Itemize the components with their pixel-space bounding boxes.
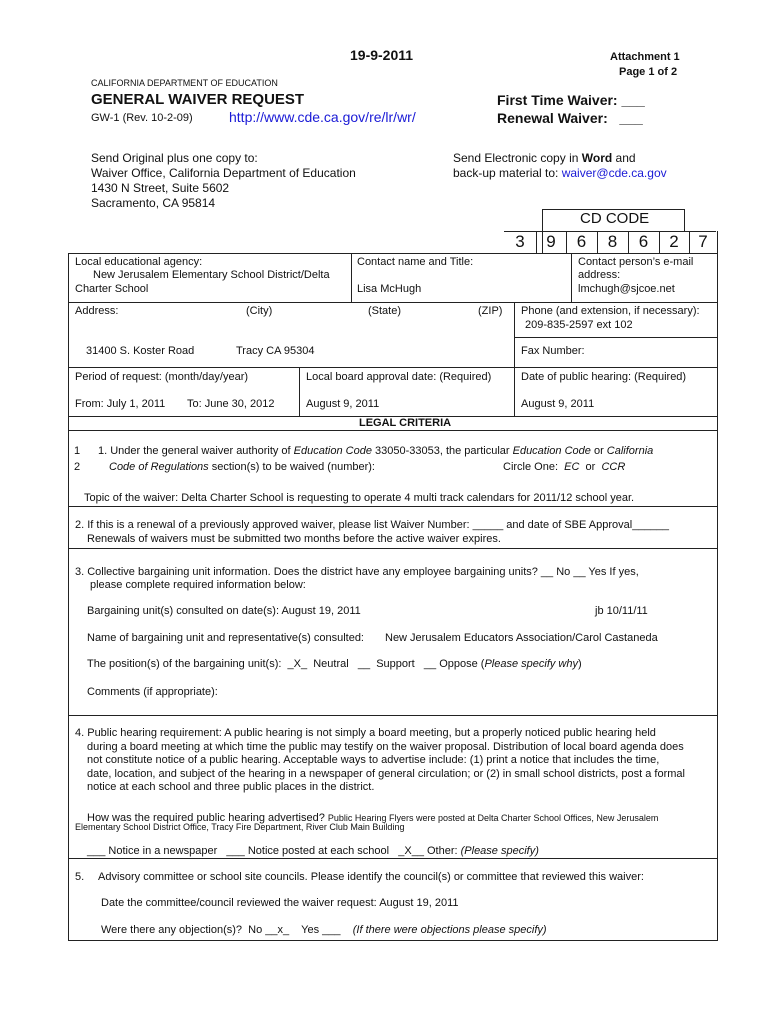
position-text: The position(s) of the bargaining unit(s): _X_ Neutral __ Support __ Oppose ( (87, 658, 485, 670)
advisory-line: Advisory committee or school site councils. Please identify the council(s) or committee that reviewed this waiver: (98, 871, 644, 883)
renewal-waiver: Renewal Waiver: ___ (497, 110, 643, 126)
fax-label: Fax Number: (521, 345, 585, 357)
phone-label: Phone (and extension, if necessary): (521, 305, 700, 317)
review-date: Date the committee/council reviewed the waiver request: August 19, 2011 (101, 897, 459, 909)
or-text: or (579, 461, 602, 473)
lea-label: Local educational agency: (75, 256, 203, 268)
cd-code-divider (536, 231, 537, 253)
legal-text: Education Code (293, 445, 372, 457)
hearing-line-2: during a board meeting at which time the public may testify on the waiver proposal. Distribution of local board agenda does (87, 741, 684, 753)
state-label: (State) (368, 305, 402, 317)
send-electronic-suffix: and (612, 151, 636, 165)
form-id: GW-1 (Rev. 10-2-09) (91, 112, 193, 124)
backup-line (453, 166, 667, 180)
send-original-line: Send Original plus one copy to: (91, 151, 258, 165)
cd-code-divider (597, 231, 598, 253)
cd-code-digit: 9 (546, 232, 556, 251)
form-title: GENERAL WAIVER REQUEST (91, 91, 305, 108)
period-from: From: July 1, 2011 (75, 398, 166, 410)
legal-text: California (606, 445, 654, 457)
circle-one-label: Circle One: (503, 461, 565, 473)
comments-label: Comments (if appropriate): (87, 686, 218, 698)
send-electronic-line (453, 151, 636, 165)
cd-code-divider (659, 231, 660, 253)
phone-value: 209-835-2597 ext 102 (525, 319, 633, 331)
legal-num-1: 1 (74, 445, 81, 457)
contact-label: Contact name and Title: (357, 256, 474, 268)
legal-text: section(s) to be waived (number): (208, 461, 375, 473)
bargaining-line-2: please complete required information below: (90, 579, 306, 591)
period-to: To: June 30, 2012 (187, 398, 275, 410)
ccr-option[interactable]: CCR (601, 461, 626, 473)
advisory-num: 5. (75, 871, 85, 883)
hearing-line-4: date, location, and subject of the hearing in a newspaper of general circulation; or (2) in small school districts, post a formal (87, 768, 685, 780)
document-date: 19-9-2011 (350, 47, 414, 63)
email-label-2: address: (578, 269, 621, 281)
attachment-label: Attachment 1 (610, 51, 680, 63)
legal-item-1 (98, 445, 653, 457)
backup-prefix: back-up material to: (453, 166, 562, 180)
hearing-line-3: not constitute notice of a public hearing. Acceptable ways to advertise include: (1) print a notice that includes the time, (87, 754, 660, 766)
cd-code-digit: 2 (669, 232, 679, 251)
cd-code-digit: 7 (698, 232, 708, 251)
city-label: (City) (246, 305, 273, 317)
contact-email: lmchugh@sjcoe.net (578, 283, 675, 295)
renewal-line-2: Renewals of waivers must be submitted two months before the active waiver expires. (87, 533, 501, 545)
legal-text: or (590, 445, 607, 457)
lea-name-line2: Charter School (75, 283, 149, 295)
notice-text: (Please specify) (460, 845, 539, 857)
cd-code-divider (689, 231, 690, 253)
waiver-website-link[interactable]: http://www.cde.ca.gov/re/lr/wr/ (229, 109, 416, 125)
initials-date: jb 10/11/11 (595, 605, 648, 617)
page-number: Page 1 of 2 (619, 66, 678, 78)
send-original-line: 1430 N Street, Suite 5602 (91, 181, 230, 195)
cd-code-digit: 3 (515, 232, 525, 251)
objections-text: (If there were objections please specify) (352, 924, 547, 936)
bargaining-line-1: 3. Collective bargaining unit information. Does the district have any employee bargaining units? __ No __ Yes If yes, (75, 566, 639, 578)
legal-num-2: 2 (74, 461, 81, 473)
zip-label: (ZIP) (478, 305, 503, 317)
send-electronic-prefix: Send Electronic copy in (453, 151, 582, 165)
period-label: Period of request: (month/day/year) (75, 371, 249, 383)
city-state-zip: Tracy CA 95304 (236, 345, 315, 357)
send-original-line: Sacramento, CA 95814 (91, 196, 216, 210)
send-original-line: Waiver Office, California Department of Education (91, 166, 356, 180)
position-text: Please specify why (484, 658, 578, 670)
bargaining-name-value: New Jerusalem Educators Association/Carol Castaneda (385, 632, 658, 644)
board-approval-date: August 9, 2011 (306, 398, 380, 410)
department-name: CALIFORNIA DEPARTMENT OF EDUCATION (91, 78, 278, 88)
objections-text: Were there any objection(s)? No __x_ Yes ___ (101, 924, 353, 936)
objections (101, 924, 547, 936)
notice-options (87, 845, 539, 857)
cd-code-digit: 8 (607, 232, 618, 251)
renewal-line-1: 2. If this is a renewal of a previously approved waiver, please list Waiver Number: _____ and date of SBE Approval______ (75, 519, 669, 531)
cd-code-divider (628, 231, 629, 253)
hearing-date-label: Date of public hearing: (Required) (521, 371, 687, 383)
waiver-topic: Topic of the waiver: Delta Charter School is requesting to operate 4 multi track calendars for 2011/12 school year. (84, 492, 635, 504)
legal-text: Code of Regulations (109, 461, 209, 473)
hearing-line-5: notice at each school and three public places in the district. (87, 781, 375, 793)
bargaining-consulted: Bargaining unit(s) consulted on date(s): August 19, 2011 (87, 605, 361, 617)
first-time-waiver: First Time Waiver: ___ (497, 92, 645, 108)
legal-text: 33050-33053, the particular (371, 445, 513, 457)
legal-criteria-heading: LEGAL CRITERIA (359, 417, 452, 429)
legal-item-1-cont (109, 461, 375, 473)
legal-text: Education Code (512, 445, 591, 457)
circle-one (503, 461, 625, 473)
contact-name: Lisa McHugh (357, 283, 422, 295)
cd-code-label: CD CODE (580, 210, 650, 227)
cd-code-digit: 6 (638, 232, 649, 251)
waiver-email-link[interactable]: waiver@cde.ca.gov (561, 166, 667, 180)
legal-text: 1. Under the general waiver authority of (98, 445, 294, 457)
cd-code-digit: 6 (576, 232, 587, 251)
hearing-line-1: 4. Public hearing requirement: A public hearing is not simply a board meeting, but a properly noticed public hearing held (75, 727, 656, 739)
hearing-answer: Public Hearing Flyers were posted at Delta Charter School Offices, New Jerusalem (327, 813, 659, 823)
notice-text: ___ Notice in a newspaper ___ Notice posted at each school _X__ Other: (87, 845, 461, 857)
hearing-question: How was the required public hearing advertised? (87, 812, 328, 824)
lea-name-line1: New Jerusalem Elementary School District/Delta (93, 269, 330, 281)
hearing-answer-cont: Elementary School District Office, Tracy Fire Department, River Club Main Building (75, 822, 405, 832)
cd-code-divider (566, 231, 567, 253)
bargaining-position (87, 658, 582, 670)
ec-option[interactable]: EC (564, 461, 580, 473)
email-label-1: Contact person’s e-mail (578, 256, 694, 268)
board-approval-label: Local board approval date: (Required) (306, 371, 492, 383)
street-address: 31400 S. Koster Road (86, 345, 195, 357)
hearing-date: August 9, 2011 (521, 398, 595, 410)
bargaining-name-label: Name of bargaining unit and representative(s) consulted: (87, 632, 364, 644)
address-label: Address: (75, 305, 119, 317)
word-format: Word (581, 151, 613, 165)
position-text: ) (578, 658, 582, 670)
